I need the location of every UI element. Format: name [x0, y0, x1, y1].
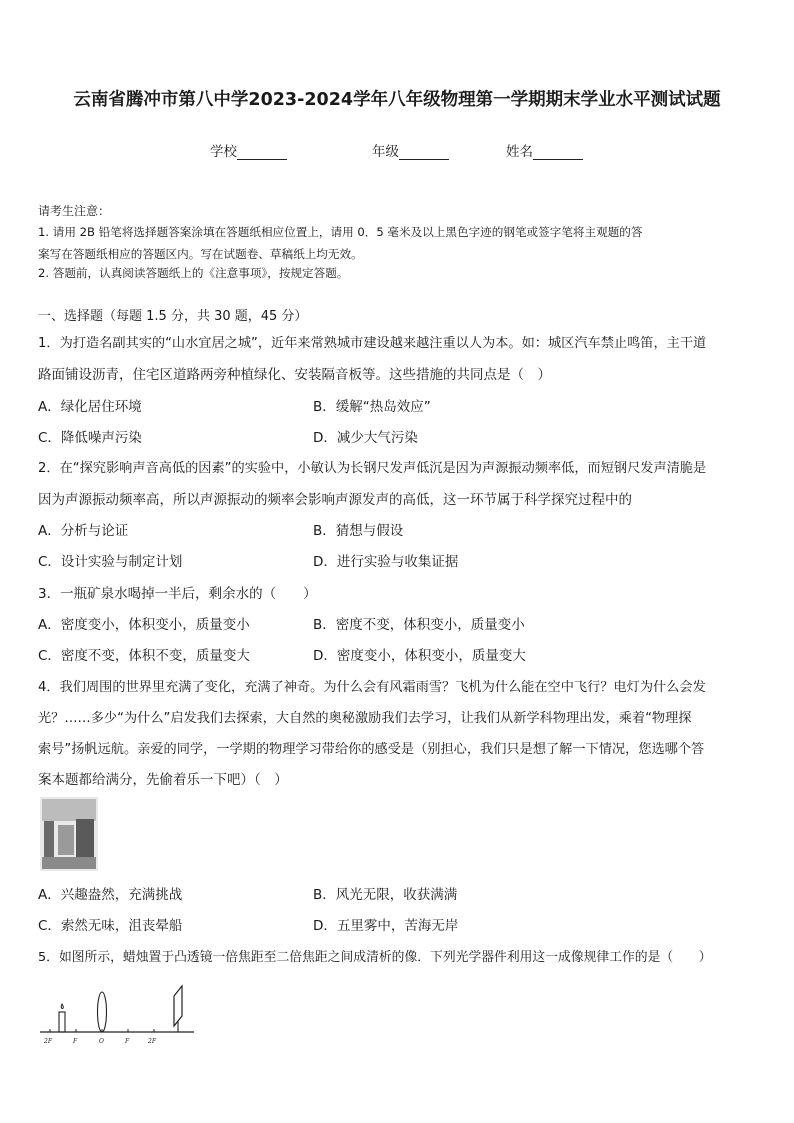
- grade-label: 年级: [372, 144, 399, 160]
- notice-heading: 请考生注意：: [38, 204, 111, 218]
- q4-option-a[interactable]: A．兴趣盎然，充满挑战: [38, 887, 183, 903]
- q3-line1: 3．一瓶矿泉水喝掉一半后，剩余水的（ ）: [38, 586, 317, 602]
- q1-option-a[interactable]: A．绿化居住环境: [38, 399, 142, 415]
- q4-line4: 案本题都给满分，先偷着乐一下吧）（ ）: [38, 772, 288, 788]
- q2-option-d[interactable]: D．进行实验与收集证据: [313, 554, 459, 570]
- q4-option-b[interactable]: B．风光无限，收获满满: [313, 887, 458, 903]
- q1-line2: 路面铺设沥青，住宅区道路两旁种植绿化、安装隔音板等。这些措施的共同点是（ ）: [38, 367, 551, 383]
- lens-diagram: [38, 980, 198, 1046]
- q1-line1: 1．为打造名副其实的“山水宜居之城”，近年来常熟城市建设越来越注重以人为本。如：城区汽车禁止鸣笛，主干道: [38, 336, 707, 351]
- q4-photo-figure-mid: [58, 825, 74, 855]
- notice-item1-line2: 案写在答题纸相应的答题区内。写在试题卷、草稿纸上均无效。: [38, 247, 363, 261]
- q4-photo: [40, 797, 98, 871]
- q3-option-a[interactable]: A．密度变小，体积变小，质量变小: [38, 617, 250, 633]
- q4-line3: 索号”扬帆远航。亲爱的同学，一学期的物理学习带给你的感受是（别担心，我们只是想了解一下情况，您选哪个答: [38, 742, 705, 757]
- label-f-left: F: [73, 1038, 78, 1045]
- name-label: 姓名: [506, 144, 533, 160]
- section-heading: 一、选择题（每题 1.5 分，共 30 题，45 分）: [38, 309, 308, 324]
- q1-option-d[interactable]: D．减少大气污染: [313, 430, 418, 446]
- q2-line2: 因为声源振动频率高，所以声源振动的频率会影响声源发声的高低，这一环节属于科学探究过程中的: [38, 492, 632, 508]
- q3-option-c[interactable]: C．密度不变，体积不变，质量变大: [38, 648, 250, 664]
- notice-item1-line1: 1. 请用 2B 铅笔将选择题答案涂填在答题纸相应位置上，请用 0．5 毫米及以上黑色字迹的钢笔或签字笔将主观题的答: [38, 225, 643, 239]
- candle-flame: [61, 1004, 63, 1009]
- q4-line1: 4．我们周围的世界里充满了变化，充满了神奇。为什么会有风霜雨雪？飞机为什么能在空中飞行？电灯为什么会发: [38, 680, 706, 695]
- school-label: 学校: [210, 144, 237, 160]
- q2-option-c[interactable]: C．设计实验与制定计划: [38, 554, 183, 570]
- name-field[interactable]: [506, 140, 583, 160]
- q4-line2: 光？……多少“为什么”启发我们去探索，大自然的奥秘激励我们去学习，让我们从新学科物理出发，乘着“物理探: [38, 711, 692, 726]
- q1-option-c[interactable]: C．降低噪声污染: [38, 430, 142, 446]
- school-blank[interactable]: [237, 145, 287, 160]
- label-o: O: [99, 1038, 104, 1045]
- q2-line1: 2．在“探究影响声音高低的因素”的实验中，小敏认为长钢尺发声低沉是因为声源振动频率低，而短钢尺发声清脆是: [38, 461, 707, 476]
- label-2f-left: 2F: [44, 1038, 52, 1045]
- q1-option-b[interactable]: B．缓解“热岛效应”: [313, 399, 431, 415]
- q4-photo-ground: [42, 857, 96, 869]
- school-field[interactable]: [210, 140, 287, 160]
- q3-option-b[interactable]: B．密度不变，体积变小，质量变小: [313, 617, 525, 633]
- q2-option-a[interactable]: A．分析与论证: [38, 523, 129, 539]
- screen: [174, 986, 182, 1026]
- candle: [59, 1012, 65, 1032]
- q5-line1: 5．如图所示，蜡烛置于凸透镜一倍焦距至二倍焦距之间成清析的像．下列光学器件利用这一成像规律工作的是（ ）: [38, 950, 712, 965]
- convex-lens: [98, 992, 107, 1032]
- q4-photo-figure-right: [76, 819, 94, 859]
- name-blank[interactable]: [533, 145, 583, 160]
- page-title: 云南省腾冲市第八中学2023-2024学年八年级物理第一学期期末学业水平测试试题: [73, 90, 721, 110]
- q4-option-d[interactable]: D．五里雾中，苦海无岸: [313, 918, 459, 934]
- q4-photo-figure-left: [44, 821, 54, 857]
- q4-photo-sky: [42, 799, 96, 821]
- q2-option-b[interactable]: B．猜想与假设: [313, 523, 404, 539]
- notice-item2: 2. 答题前，认真阅读答题纸上的《注意事项》，按规定答题。: [38, 266, 349, 280]
- q4-option-c[interactable]: C．索然无味，沮丧晕船: [38, 918, 183, 934]
- label-2f-right: 2F: [148, 1038, 156, 1045]
- grade-blank[interactable]: [399, 145, 449, 160]
- q3-option-d[interactable]: D．密度变小，体积变小，质量变大: [313, 648, 526, 664]
- label-f-right: F: [125, 1038, 130, 1045]
- grade-field[interactable]: [372, 140, 449, 160]
